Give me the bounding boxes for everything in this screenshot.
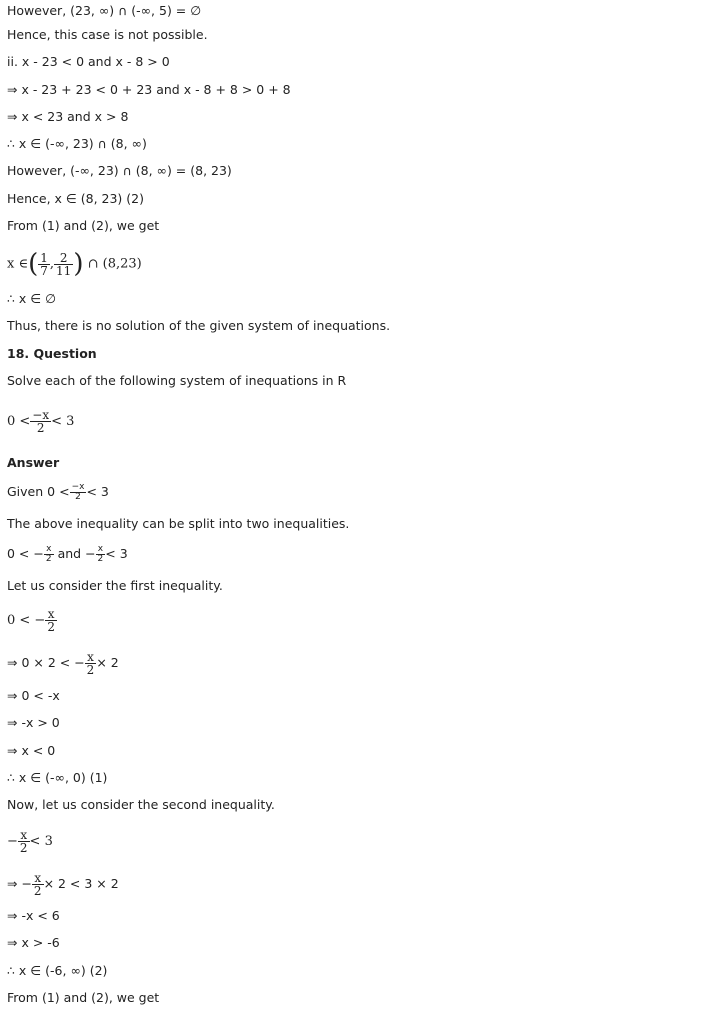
second-inequality xyxy=(7,822,53,862)
text-line: However, (23, ∞) ∩ (-∞, 5) = ∅ xyxy=(7,3,202,18)
text-line: From (1) and (2), we get xyxy=(7,990,160,1005)
multiply-step xyxy=(7,864,119,904)
question-heading: 18. Question xyxy=(7,346,97,361)
eq-left: 0 < − xyxy=(7,613,46,628)
fraction xyxy=(38,252,50,277)
text-line: ⇒ x < 23 and x > 8 xyxy=(7,109,129,124)
denominator: 2 xyxy=(45,554,52,564)
numerator: x xyxy=(96,545,106,555)
split-inequalities xyxy=(7,543,128,565)
text-line: From (1) and (2), we get xyxy=(7,218,160,233)
text-line: ii. x - 23 < 0 and x - 8 > 0 xyxy=(7,54,170,69)
eq-right: < 3 xyxy=(51,414,75,429)
text-line: ⇒ 0 < -x xyxy=(7,688,60,703)
eq-prefix: x ∈ xyxy=(7,256,29,272)
fraction xyxy=(32,872,44,897)
eq-left: ⇒ 0 × 2 < − xyxy=(7,655,85,670)
text-line: ⇒ x < 0 xyxy=(7,743,56,758)
eq-right: < 3 xyxy=(105,546,128,561)
fraction xyxy=(96,545,106,564)
eq-left: ⇒ − xyxy=(7,876,32,891)
numerator: x xyxy=(44,545,54,555)
given-inequality xyxy=(7,481,109,503)
numerator: −x xyxy=(32,408,50,422)
text-line: ∴ x ∈ (-∞, 23) ∩ (8, ∞) xyxy=(7,136,147,151)
text-line: The above inequality can be split into two inequalities. xyxy=(7,516,350,531)
right-paren: ) xyxy=(73,249,84,279)
text-line: ⇒ -x > 0 xyxy=(7,715,60,730)
equation-intersection: x ∈( $\frac{1}{7}$ , $\frac{2}{11}$ ) ∩ (8,23) xyxy=(7,249,142,279)
denominator: 2 xyxy=(19,841,28,855)
multiply-step xyxy=(7,643,119,683)
fraction xyxy=(70,483,87,502)
eq-mid: and − xyxy=(57,546,96,561)
text-line: ⇒ x > -6 xyxy=(7,935,60,950)
text-line: ⇒ -x < 6 xyxy=(7,908,60,923)
left-paren: ( xyxy=(28,249,39,279)
text-line: However, (-∞, 23) ∩ (8, ∞) = (8, 23) xyxy=(7,163,232,178)
numerator: x xyxy=(18,829,30,842)
numerator: 2 xyxy=(54,252,73,265)
text-line: ∴ x ∈ ∅ xyxy=(7,291,57,306)
denominator: 11 xyxy=(56,263,72,278)
fraction xyxy=(30,409,51,434)
denominator: 2 xyxy=(47,620,55,634)
text-line: Hence, this case is not possible. xyxy=(7,27,208,42)
fraction xyxy=(18,829,30,854)
numerator: x xyxy=(45,608,57,621)
fraction xyxy=(54,252,73,277)
first-inequality xyxy=(7,601,57,641)
numerator: x xyxy=(85,651,97,664)
answer-heading: Answer xyxy=(7,455,60,470)
given-label: Given xyxy=(7,484,44,499)
denominator: 2 xyxy=(36,421,45,435)
eq-suffix: ∩ (8,23) xyxy=(87,256,142,272)
denominator: 2 xyxy=(86,663,95,677)
text-line: ∴ x ∈ (-6, ∞) (2) xyxy=(7,963,108,978)
eq-left: − xyxy=(7,834,18,849)
text-line: ⇒ x - 23 + 23 < 0 + 23 and x - 8 + 8 > 0 + 8 xyxy=(7,82,291,97)
fraction xyxy=(44,545,54,564)
question-text: Solve each of the following system of inequations in R xyxy=(7,373,347,388)
eq-right: < 3 xyxy=(29,834,53,849)
numerator: x xyxy=(32,872,44,885)
eq-left: 0 < xyxy=(47,484,70,499)
denominator: 2 xyxy=(97,554,104,564)
text-line: Let us consider the first inequality. xyxy=(7,578,223,593)
text-line: ∴ x ∈ (-∞, 0) (1) xyxy=(7,770,108,785)
denominator: 2 xyxy=(75,492,81,502)
question-inequality xyxy=(7,402,74,442)
text-line: Now, let us consider the second inequality. xyxy=(7,797,275,812)
eq-right: < 3 xyxy=(86,484,109,499)
numerator: 1 xyxy=(40,250,48,265)
eq-left: 0 < xyxy=(7,414,31,429)
numerator: −x xyxy=(71,482,85,492)
text-line: Hence, x ∈ (8, 23) (2) xyxy=(7,191,144,206)
eq-right: × 2 xyxy=(96,655,119,670)
eq-right: × 2 < 3 × 2 xyxy=(43,876,119,891)
fraction xyxy=(45,608,57,633)
denominator: 2 xyxy=(33,884,42,898)
fraction xyxy=(85,651,97,676)
eq-left: 0 < − xyxy=(7,546,44,561)
denominator: 7 xyxy=(40,263,48,278)
text-line: Thus, there is no solution of the given system of inequations. xyxy=(7,318,391,333)
